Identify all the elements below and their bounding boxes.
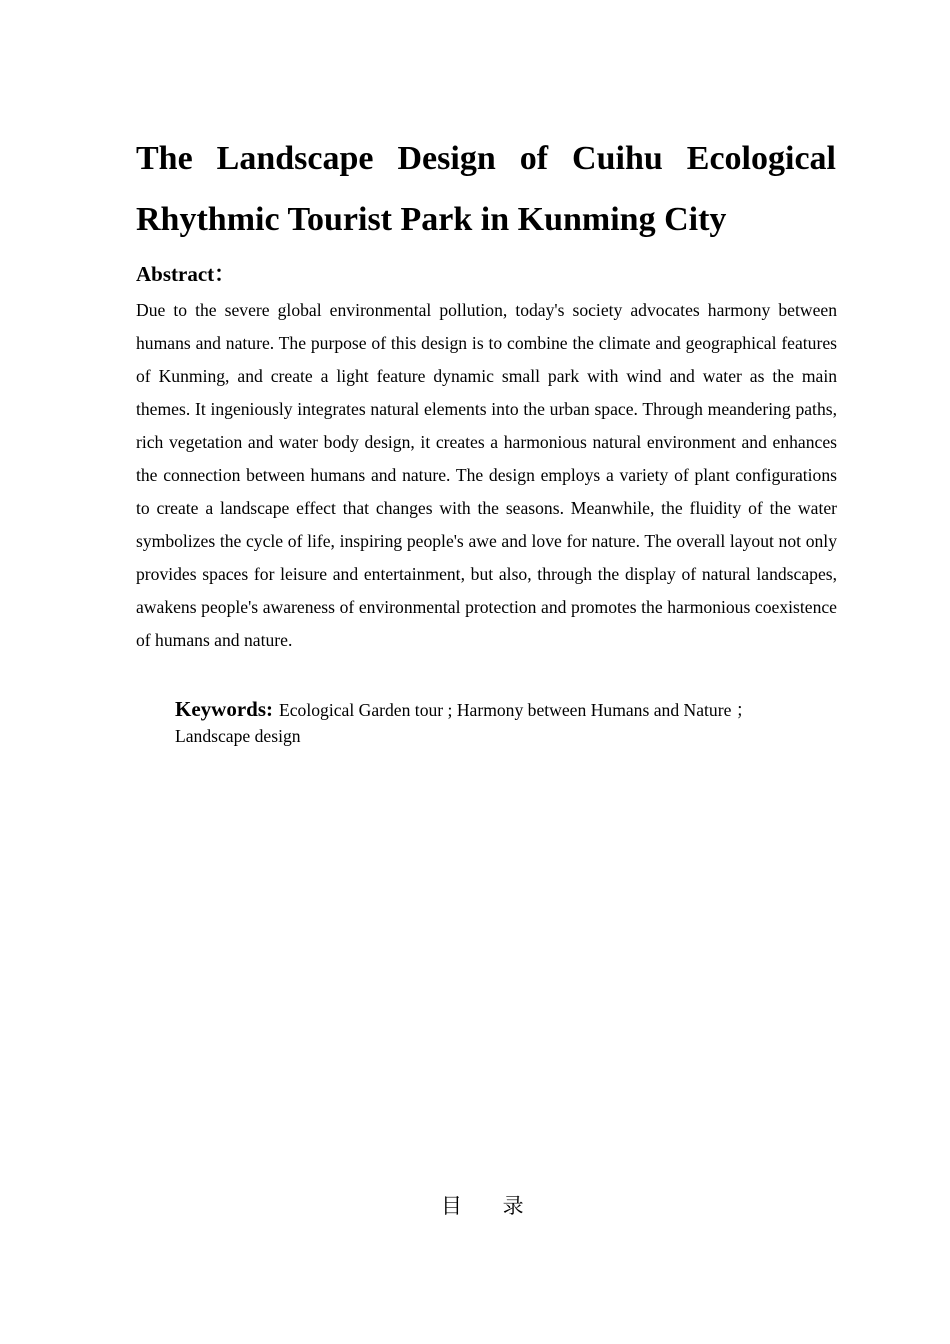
keywords-text: Ecological Garden tour ; Harmony between Humans and Nature ；Landscape design (175, 700, 754, 746)
table-of-contents-heading: 目 录 (441, 1194, 526, 1218)
keywords-label: Keywords: (175, 697, 273, 721)
abstract-heading: Abstract： (136, 262, 236, 286)
abstract-body: Due to the severe global environmental pollution, today's society advocates harmony between humans and nature. The purpose of this design is to combine the climate and geographical features of Kunming, and create a light feature dynamic small park with wind and water as the main themes. It ingeniously integrates natural elements into the urban space. Through meandering paths, rich vegetation and water body design, it creates a harmonious natural environment and enhances the connection between humans and nature. The design employs a variety of plant configurations to create a landscape effect that changes with the seasons. Meanwhile, the fluidity of the water symbolizes the cycle of life, inspiring people's awe and love for nature. The overall layout not only provides spaces for leisure and entertainment, but also, through the display of natural landscapes, awakens people's awareness of environmental protection and promotes the harmonious coexistence of humans and nature. (136, 300, 837, 650)
page-title: The Landscape Design of Cuihu Ecological Rhythmic Tourist Park in Kunming City (136, 140, 836, 238)
keywords-line (175, 696, 815, 749)
